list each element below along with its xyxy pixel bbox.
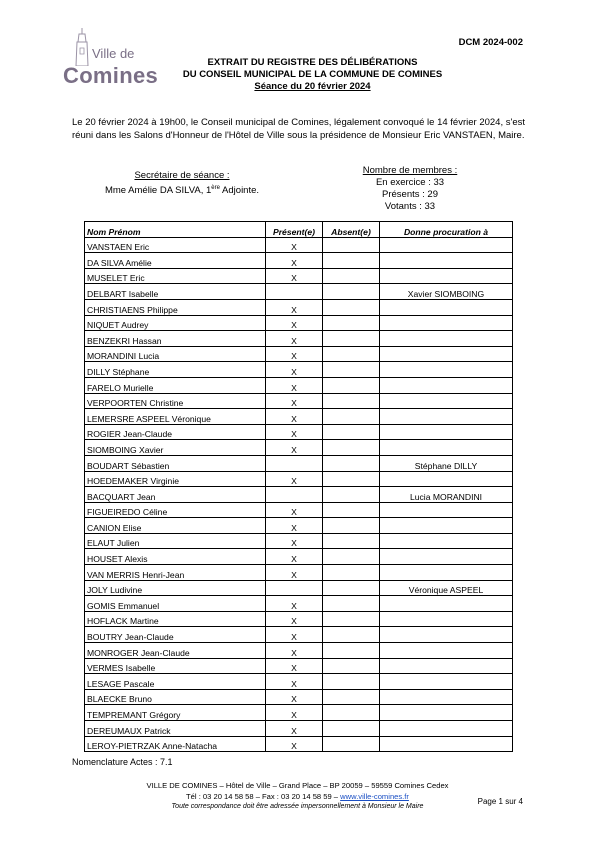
cell-name: BOUTRY Jean-Claude [85,627,266,643]
cell-procuration [380,331,513,347]
cell-absent [323,409,380,425]
title-line-2: DU CONSEIL MUNICIPAL DE LA COMMUNE DE COMINES [182,69,443,80]
cell-present: X [266,643,323,659]
cell-name: LESAGE Pascale [85,674,266,690]
cell-absent [323,502,380,518]
cell-procuration: Véronique ASPEEL [380,580,513,596]
cell-name: GOMIS Emmanuel [85,596,266,612]
table-row [85,705,513,721]
cell-absent [323,674,380,690]
footer-note: Toute correspondance doit être adressée impersonnellement à Monsieur le Maire [171,803,424,810]
cell-present: X [266,518,323,534]
cell-present: X [266,346,323,362]
cell-name: LEROY-PIETRZAK Anne-Natacha [85,736,266,752]
cell-present [266,455,323,471]
cell-absent [323,362,380,378]
cell-name: CHRISTIAENS Philippe [85,299,266,315]
cell-present: X [266,736,323,752]
cell-name: SIOMBOING Xavier [85,440,266,456]
table-row [85,721,513,737]
secretary-block [72,170,292,197]
cell-procuration [380,409,513,425]
cell-absent [323,346,380,362]
cell-name: HOUSET Alexis [85,549,266,565]
cell-present: X [266,424,323,440]
cell-procuration [380,518,513,534]
cell-procuration [380,424,513,440]
cell-present: X [266,299,323,315]
cell-name: BLAECKE Bruno [85,689,266,705]
cell-absent [323,284,380,300]
members-en-exercice: En exercice : 33 [375,177,445,188]
table-row [85,643,513,659]
cell-absent [323,596,380,612]
cell-present: X [266,237,323,253]
header-absent: Absent(e) [323,222,380,238]
cell-procuration [380,627,513,643]
footer-address: VILLE DE COMINES – Hôtel de Ville – Grand Place – BP 20059 – 59559 Comines Cedex [146,781,449,790]
cell-present: X [266,253,323,269]
table-row [85,440,513,456]
document-title [150,57,475,93]
cell-absent [323,518,380,534]
cell-procuration: Stéphane DILLY [380,455,513,471]
members-block [340,165,480,213]
cell-procuration [380,736,513,752]
cell-name: MORANDINI Lucia [85,346,266,362]
cell-name: DA SILVA Amélie [85,253,266,269]
members-presents: Présents : 29 [382,189,438,200]
cell-absent [323,424,380,440]
table-row [85,237,513,253]
cell-procuration [380,299,513,315]
cell-procuration [380,440,513,456]
logo-text-ville: Ville de [92,46,135,61]
cell-present [266,580,323,596]
cell-procuration [380,502,513,518]
secretary-heading: Secrétaire de séance : [134,170,230,181]
table-row [85,268,513,284]
cell-name: TEMPREMANT Grégory [85,705,266,721]
cell-present: X [266,549,323,565]
attendance-rows [85,237,513,752]
cell-absent [323,643,380,659]
cell-procuration [380,658,513,674]
cell-present: X [266,705,323,721]
cell-absent [323,471,380,487]
cell-present: X [266,268,323,284]
cell-procuration [380,643,513,659]
cell-procuration [380,674,513,690]
cell-present [266,284,323,300]
cell-name: NIQUET Audrey [85,315,266,331]
session-date: Séance du 20 février 2024 [254,81,371,92]
cell-absent [323,658,380,674]
cell-present: X [266,596,323,612]
table-row [85,658,513,674]
cell-procuration [380,237,513,253]
cell-absent [323,705,380,721]
title-line-1: EXTRAIT DU REGISTRE DES DÉLIBÉRATIONS [207,57,418,68]
cell-name: MONROGER Jean-Claude [85,643,266,659]
members-votants: Votants : 33 [384,201,436,212]
cell-absent [323,299,380,315]
cell-procuration [380,596,513,612]
cell-name: VAN MERRIS Henri-Jean [85,565,266,581]
table-row [85,736,513,752]
table-row [85,315,513,331]
cell-name: HOEDEMAKER Virginie [85,471,266,487]
table-row [85,502,513,518]
cell-procuration [380,315,513,331]
cell-name: LEMERSRE ASPEEL Véronique [85,409,266,425]
cell-absent [323,627,380,643]
table-row [85,299,513,315]
table-row [85,674,513,690]
cell-absent [323,565,380,581]
cell-present: X [266,721,323,737]
table-row [85,580,513,596]
cell-procuration [380,611,513,627]
cell-procuration [380,533,513,549]
cell-absent [323,533,380,549]
cell-procuration [380,565,513,581]
table-row [85,565,513,581]
cell-name: ROGIER Jean-Claude [85,424,266,440]
header-present: Présent(e) [266,222,323,238]
nomenclature-actes: Nomenclature Actes : 7.1 [72,757,173,767]
cell-procuration [380,268,513,284]
cell-present: X [266,377,323,393]
table-row [85,393,513,409]
cell-absent [323,268,380,284]
table-row [85,471,513,487]
cell-name: DELBART Isabelle [85,284,266,300]
cell-absent [323,393,380,409]
cell-name: VERMES Isabelle [85,658,266,674]
footer-contact: Tél : 03 20 14 58 58 – Fax : 03 20 14 58 59 – www.ville-comines.fr [186,791,409,801]
cell-procuration [380,471,513,487]
cell-absent [323,487,380,503]
website-link[interactable]: www.ville-comines.fr [340,791,409,801]
cell-procuration [380,705,513,721]
cell-present: X [266,331,323,347]
cell-name: BOUDART Sébastien [85,455,266,471]
cell-name: MUSELET Eric [85,268,266,284]
cell-present: X [266,565,323,581]
cell-present: X [266,440,323,456]
cell-name: ELAUT Julien [85,533,266,549]
cell-present: X [266,611,323,627]
cell-name: VANSTAEN Eric [85,237,266,253]
header-procuration: Donne procuration à [380,222,513,238]
cell-name: DEREUMAUX Patrick [85,721,266,737]
cell-absent [323,440,380,456]
cell-absent [323,237,380,253]
page-number: Page 1 sur 4 [477,797,523,806]
cell-present: X [266,674,323,690]
cell-present: X [266,658,323,674]
table-row [85,331,513,347]
cell-procuration [380,689,513,705]
table-row [85,346,513,362]
cell-name: VERPOORTEN Christine [85,393,266,409]
table-row [85,518,513,534]
table-row [85,487,513,503]
cell-absent [323,611,380,627]
cell-procuration: Lucia MORANDINI [380,487,513,503]
intro-paragraph: Le 20 février 2024 à 19h00, le Conseil municipal de Comines, légalement convoqué le 14 février 2024, s'est réuni dans les Salons d'Honneur de l'Hôtel de Ville sous la présidence de Monsieur Eric VANSTAEN, Maire. [72,117,525,141]
cell-procuration [380,393,513,409]
table-row [85,409,513,425]
cell-present [266,487,323,503]
secretary-name: Mme Amélie DA SILVA, 1ère Adjointe. [104,185,260,197]
table-row [85,284,513,300]
cell-absent [323,253,380,269]
table-row [85,549,513,565]
table-header-row [85,222,513,238]
cell-procuration [380,721,513,737]
cell-name: BENZEKRI Hassan [85,331,266,347]
table-row [85,596,513,612]
cell-name: FARELO Murielle [85,377,266,393]
cell-procuration: Xavier SIOMBOING [380,284,513,300]
table-row [85,455,513,471]
cell-name: FIGUEIREDO Céline [85,502,266,518]
table-row [85,533,513,549]
cell-absent [323,549,380,565]
cell-present: X [266,533,323,549]
header-nom-prenom: Nom Prénom [85,222,266,238]
deliberation-reference: DCM 2024-002 [458,37,523,48]
logo-text-comines: Comines [63,63,159,88]
cell-absent [323,736,380,752]
cell-absent [323,331,380,347]
table-row [85,689,513,705]
cell-present: X [266,409,323,425]
church-tower-icon [72,28,92,66]
cell-name: HOFLACK Martine [85,611,266,627]
table-row [85,253,513,269]
cell-present: X [266,689,323,705]
cell-absent [323,377,380,393]
table-row [85,611,513,627]
cell-procuration [380,346,513,362]
cell-absent [323,315,380,331]
attendance-table [84,221,513,752]
table-row [85,627,513,643]
members-heading: Nombre de membres : [362,165,458,176]
cell-procuration [380,549,513,565]
cell-present: X [266,471,323,487]
cell-absent [323,721,380,737]
cell-name: DILLY Stéphane [85,362,266,378]
cell-absent [323,455,380,471]
cell-procuration [380,253,513,269]
cell-procuration [380,362,513,378]
cell-present: X [266,627,323,643]
cell-present: X [266,393,323,409]
cell-absent [323,689,380,705]
cell-name: JOLY Ludivine [85,580,266,596]
cell-name: BACQUART Jean [85,487,266,503]
table-row [85,377,513,393]
cell-name: CANION Elise [85,518,266,534]
table-row [85,362,513,378]
cell-absent [323,580,380,596]
town-logo [62,28,159,90]
cell-present: X [266,315,323,331]
cell-present: X [266,502,323,518]
table-row [85,424,513,440]
cell-procuration [380,377,513,393]
cell-present: X [266,362,323,378]
